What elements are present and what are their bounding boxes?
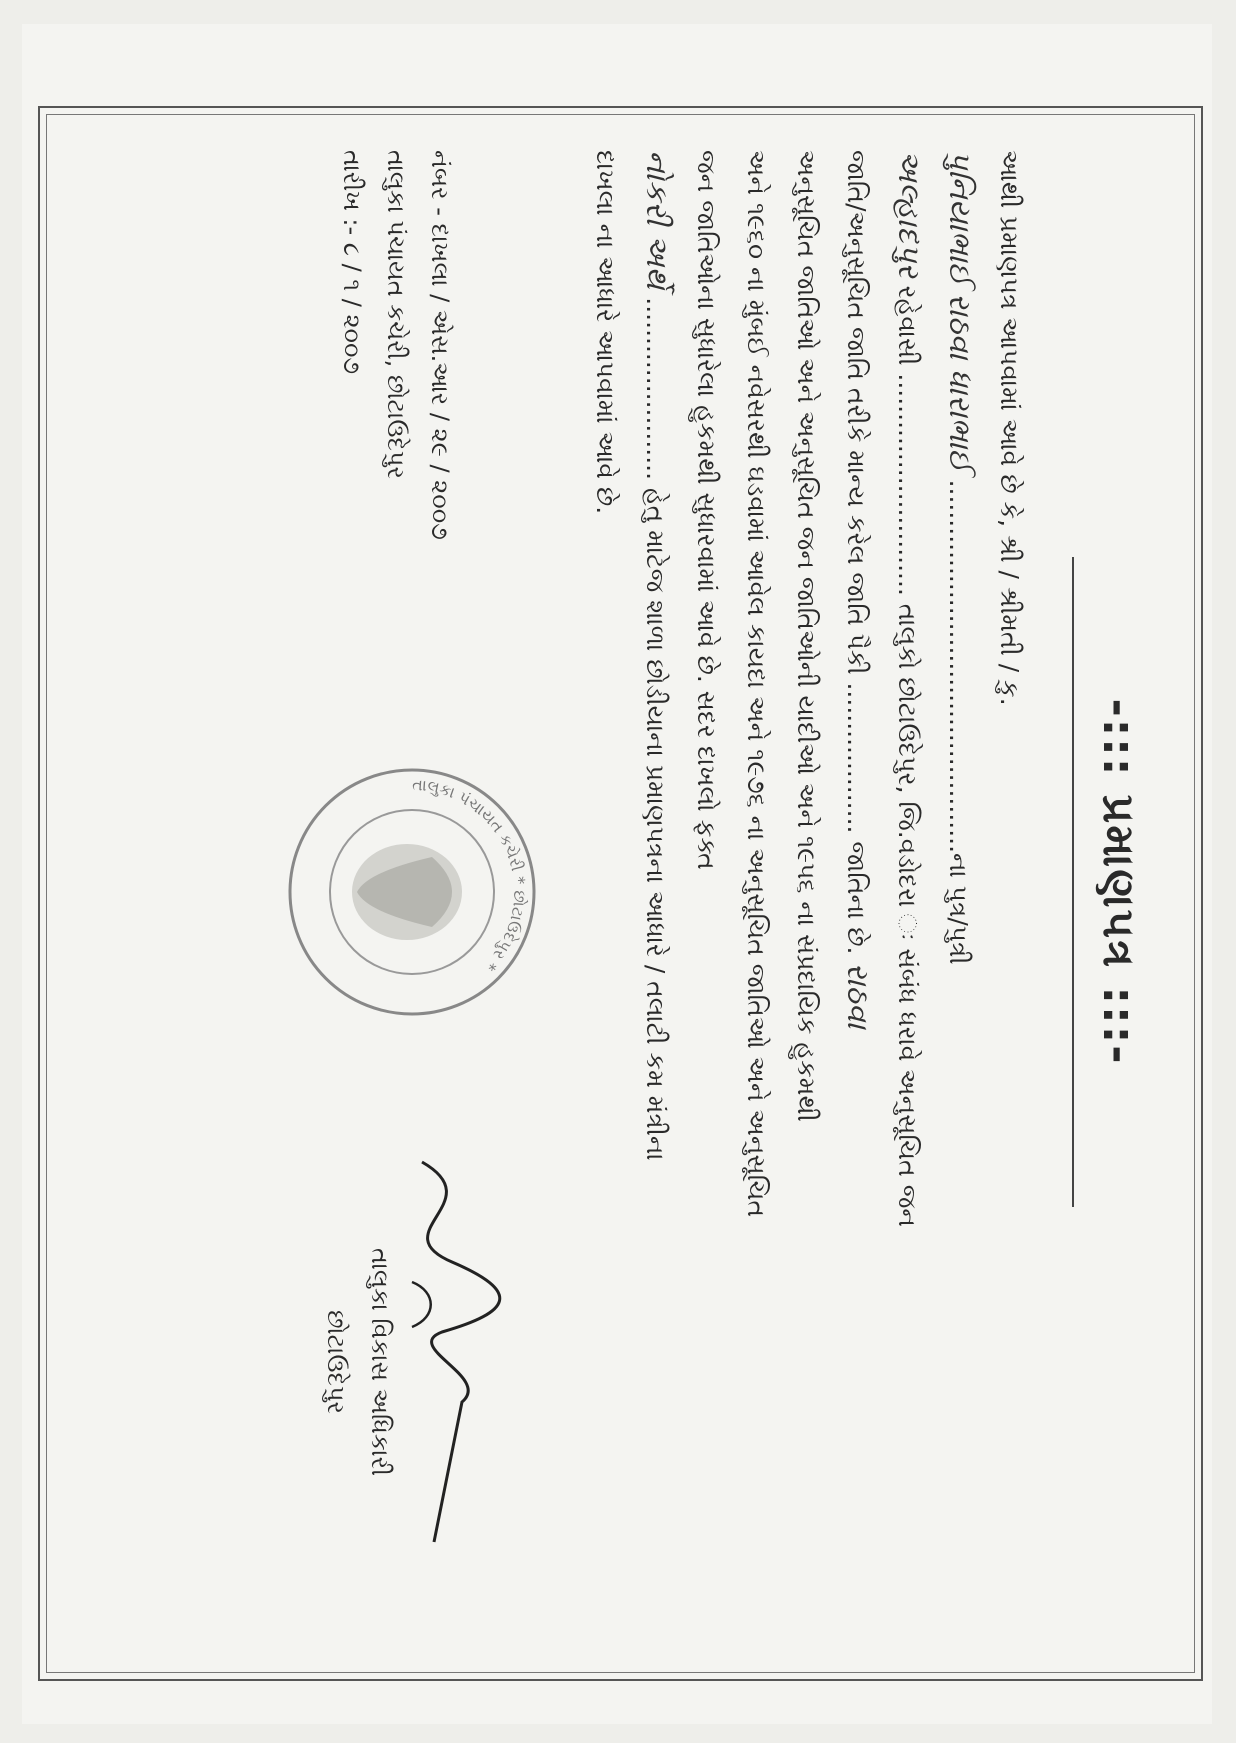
handwritten-name: પુનિયાભાઈ — [942, 150, 977, 286]
body-line-3 — [882, 150, 933, 1632]
body-line-1: આથી પ્રમાણપત્ર આપવામાં આવે છે કે, શ્રી / શ્રીમતી / કુ. — [995, 150, 1024, 706]
signatory-place: છોટાઉદેપુર — [322, 1310, 350, 1414]
signatory-block — [314, 1182, 402, 1542]
body-line-8 — [630, 150, 681, 1632]
title-underline — [1072, 557, 1074, 1207]
document-title: -::: પ્રમાણપત્ર :::- — [1093, 698, 1144, 1066]
body-line-8-text: ....................... હેતુ માટેજ શાળા છોડીયાના પ્રમાણપત્રના આધારે / તલાટી કમ મંત્રીના — [641, 297, 670, 1161]
body-line-4 — [831, 150, 882, 1632]
body-line-3-text: રહેવાસી ............................ તાલુકો છોટાઉદેપુર, જિ.વડોદરા ઃ સંબંધ ધરાવે અનુસૂચિત જન — [893, 285, 922, 1227]
body-line-2-text: ...............................................ના પુત્ર/પુત્રી — [944, 479, 973, 965]
handwritten-caste: રાઠવા — [840, 962, 875, 1029]
body-line-9: દાખલા ના આધારે આપવામાં આવે છે. — [591, 150, 620, 515]
handwritten-purpose: નોકરી અર્થે — [639, 150, 674, 290]
reference-date: તારીખ :- ૮ / ૧ / ૨૦૦૭ — [338, 150, 366, 375]
signatory-designation: તાલુકા વિકાસ અધિકારી — [366, 1248, 394, 1476]
certificate-body — [580, 150, 1034, 1632]
body-line-7: જન જાતિઓના સુધારેલા હુકમથી સુધારવામાં આવે છે. સદર દાખલો ફક્ત — [692, 150, 721, 870]
handwritten-father: રાઠવા ધારાભાઈ — [942, 292, 977, 472]
reference-number: નંબર - દાખલા / એસ.આર / ૨૯ / ૨૦૦૭ — [426, 150, 454, 540]
document-page — [22, 24, 1212, 1724]
body-line-4-text: જાતિ/અનુસૂચિત જાતિ તરીકે માન્ય કરેલ જાતિ પૈકી ................... જાતિના છે. — [842, 150, 871, 955]
stamp-text: તાલુકા પંચાયત કચેરી * છોટાઉદેપુર * — [411, 774, 530, 975]
rotated-content — [142, 102, 1162, 1662]
handwritten-village: અલ્હાદપુર — [891, 150, 926, 278]
reference-block — [330, 150, 462, 650]
office-stamp — [282, 762, 542, 1022]
body-line-6: અને ૧૯૬૦ ના મુંબઈ નવેસરથી ઘડવામાં આવેલ કાયદા અને ૧૯૭૬ ના અનુસૂચિત જાતિઓ અને અનુસૂચિત — [742, 150, 771, 1218]
body-line-5: અનુસૂચિત જાતિઓ અને અનુસૂચિત જન જાતિઓની યાદીઓ અને ૧૯૫૬ ના સંપ્રદાયિક હુકમથી — [792, 150, 821, 1122]
reference-office: તાલુકા પંચાયત કચેરી, છોટાઉદેપુર — [382, 150, 410, 479]
body-line-2 — [933, 150, 984, 1632]
